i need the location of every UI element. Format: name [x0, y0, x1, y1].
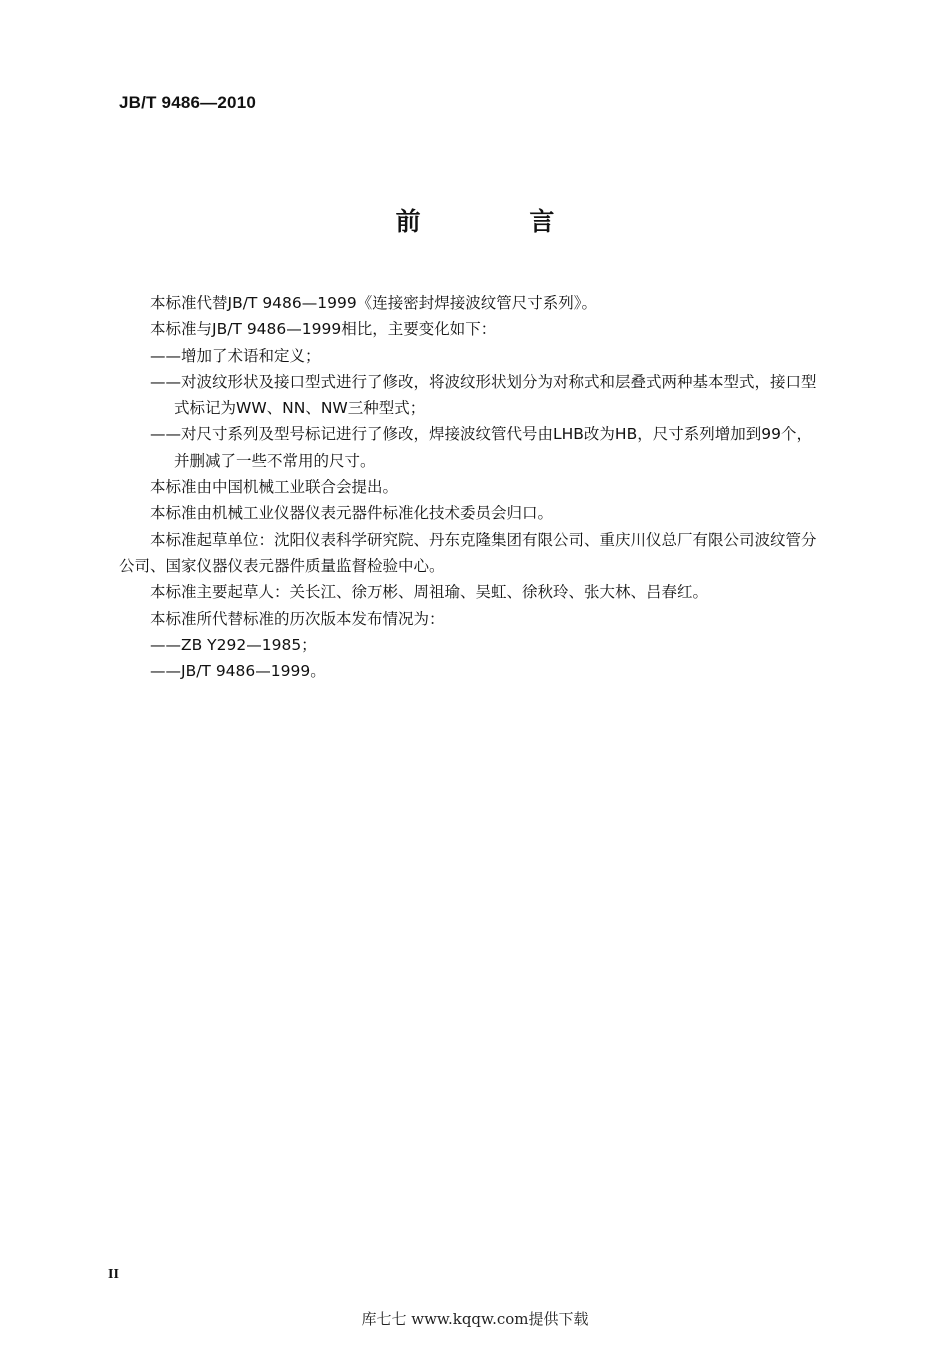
paragraph-drafting-units-continuation: 公司、国家仪器仪表元器件质量监督检验中心。: [119, 556, 445, 575]
page-title: 前 言: [395, 207, 605, 236]
paragraph-history-intro: 本标准所代替标准的历次版本发布情况为：: [150, 609, 445, 628]
list-item: ——对尺寸系列及型号标记进行了修改，焊接波纹管代号由LHB改为HB，尺寸系列增加到99个，: [150, 425, 812, 444]
paragraph-drafting-units: 本标准起草单位：沈阳仪表科学研究院、丹东克隆集团有限公司、重庆川仪总厂有限公司波纹管分: [150, 530, 817, 549]
standard-code: JB/T 9486—2010: [119, 93, 256, 112]
paragraph-under-jurisdiction: 本标准由机械工业仪器仪表元器件标准化技术委员会归口。: [150, 504, 554, 523]
list-item: ——JB/T 9486—1999。: [150, 662, 326, 681]
list-item: ——ZB Y292—1985；: [150, 635, 317, 654]
page-number: II: [108, 1267, 119, 1282]
paragraph-replaces: 本标准代替JB/T 9486—1999《连接密封焊接波纹管尺寸系列》。: [150, 294, 597, 312]
list-item: ——对波纹形状及接口型式进行了修改，将波纹形状划分为对称式和层叠式两种基本型式，接口型: [150, 372, 817, 391]
list-item-continuation: 式标记为WW、NN、NW三种型式；: [174, 399, 426, 418]
list-item: ——增加了术语和定义；: [150, 346, 321, 365]
footer-watermark: 库七七 www.kqqw.com提供下载: [361, 1310, 589, 1328]
paragraph-changes-intro: 本标准与JB/T 9486—1999相比，主要变化如下：: [150, 320, 497, 339]
foreword-body: [119, 290, 879, 684]
paragraph-proposed-by: 本标准由中国机械工业联合会提出。: [150, 478, 399, 497]
list-item-continuation: 并删减了一些不常用的尺寸。: [174, 451, 376, 470]
paragraph-drafters: 本标准主要起草人：关长江、徐万彬、周祖瑜、吴虹、徐秋玲、张大林、吕春红。: [150, 583, 709, 602]
